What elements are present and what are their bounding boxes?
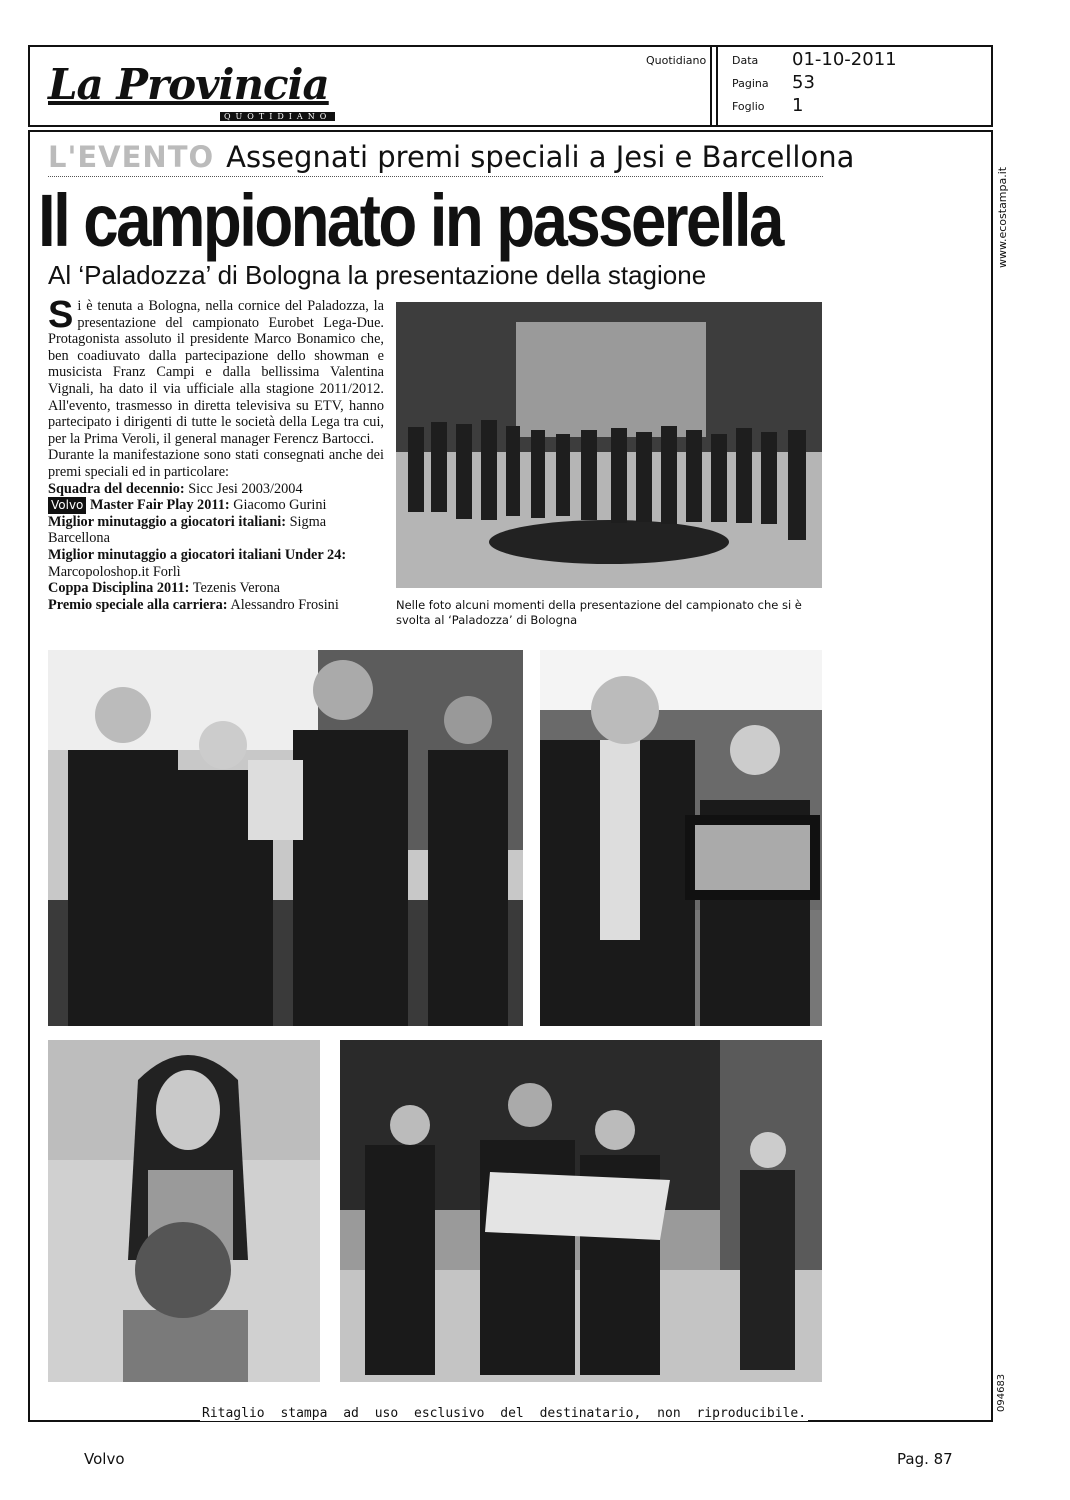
subheadline: Al ‘Paladozza’ di Bologna la presentazione della stagione (48, 260, 707, 290)
photo-caption: Nelle foto alcuni momenti della presentazione del campionato che si è svolta al ‘Paladozza’ di Bologna (396, 598, 802, 627)
date-label: Data (732, 54, 759, 67)
photo-plaque (540, 650, 822, 1026)
photo-trophy (48, 650, 523, 1026)
side-code (990, 1360, 1020, 1420)
prize-item: Premio speciale alla carriera: Alessandro Frosini (48, 596, 339, 613)
sheet-value: 1 (792, 95, 804, 116)
prize-item: Miglior minutaggio a giocatori italiani: Sigma Barcellona (48, 513, 327, 547)
side-website (990, 138, 1020, 278)
side-website-text: www.ecostampa.it (996, 166, 1009, 268)
dotted-rule (48, 176, 823, 177)
volvo-logo: Volvo (48, 497, 86, 514)
footer-client: Volvo (84, 1450, 125, 1468)
photo-girl-ball (48, 1040, 320, 1382)
date-value: 01-10-2011 (792, 49, 897, 70)
kicker (48, 140, 854, 174)
publication-type: Quotidiano (646, 54, 707, 67)
header-divider (716, 45, 718, 127)
masthead-subtitle: QUOTIDIANO (220, 112, 335, 121)
masthead-logo: La Provincia (48, 60, 329, 109)
kicker-title: Assegnati premi speciali a Jesi e Barcellona (226, 140, 855, 174)
page-label: Pagina (732, 77, 769, 90)
prize-item: Volvo Master Fair Play 2011: Giacomo Gurini (48, 497, 384, 514)
footer-note: Ritaglio stampa ad uso esclusivo del destinatario, non riproducibile. (202, 1406, 807, 1421)
body-paragraph: i è tenuta a Bologna, nella cornice del Paladozza, la presentazione del campionato Eurobet Lega-Due. Protagonista assoluto il presidente Marco Bonamico che, ben coadiuvato dalla partecipazione dello showman e musicista Franz Campi e dalla bellissima Valentina Vignali, ha dato il via ufficiale alla stagione 2011/2012. All'evento, trasmesso in diretta televisiva su ETV, hanno partecipato i dirigenti di tutte le società della Lega tra cui, per la Prima Veroli, il general manager Ferencz Bartocci. (48, 298, 384, 447)
photo-group-court (396, 302, 822, 588)
photo-cheque (340, 1040, 822, 1382)
prize-item: Coppa Disciplina 2011: Tezenis Verona (48, 580, 281, 597)
header-divider (710, 45, 712, 127)
article-body (48, 294, 384, 613)
prize-item: Squadra del decennio: Sicc Jesi 2003/2004 (48, 480, 303, 497)
footer-page: Pag. 87 (897, 1450, 953, 1468)
page-value: 53 (792, 72, 815, 93)
body-paragraph-2: Durante la manifestazione sono stati consegnati anche dei premi speciali ed in particolare: (48, 447, 384, 480)
prize-item: Miglior minutaggio a giocatori italiani Under 24: Marcopoloshop.it Forlì (48, 546, 347, 580)
kicker-label: L'EVENTO (48, 140, 215, 174)
sheet-label: Foglio (732, 100, 765, 113)
side-code-text: 094683 (996, 1373, 1007, 1412)
drop-cap: S (48, 294, 74, 336)
headline: Il campionato in passerella (38, 179, 782, 262)
